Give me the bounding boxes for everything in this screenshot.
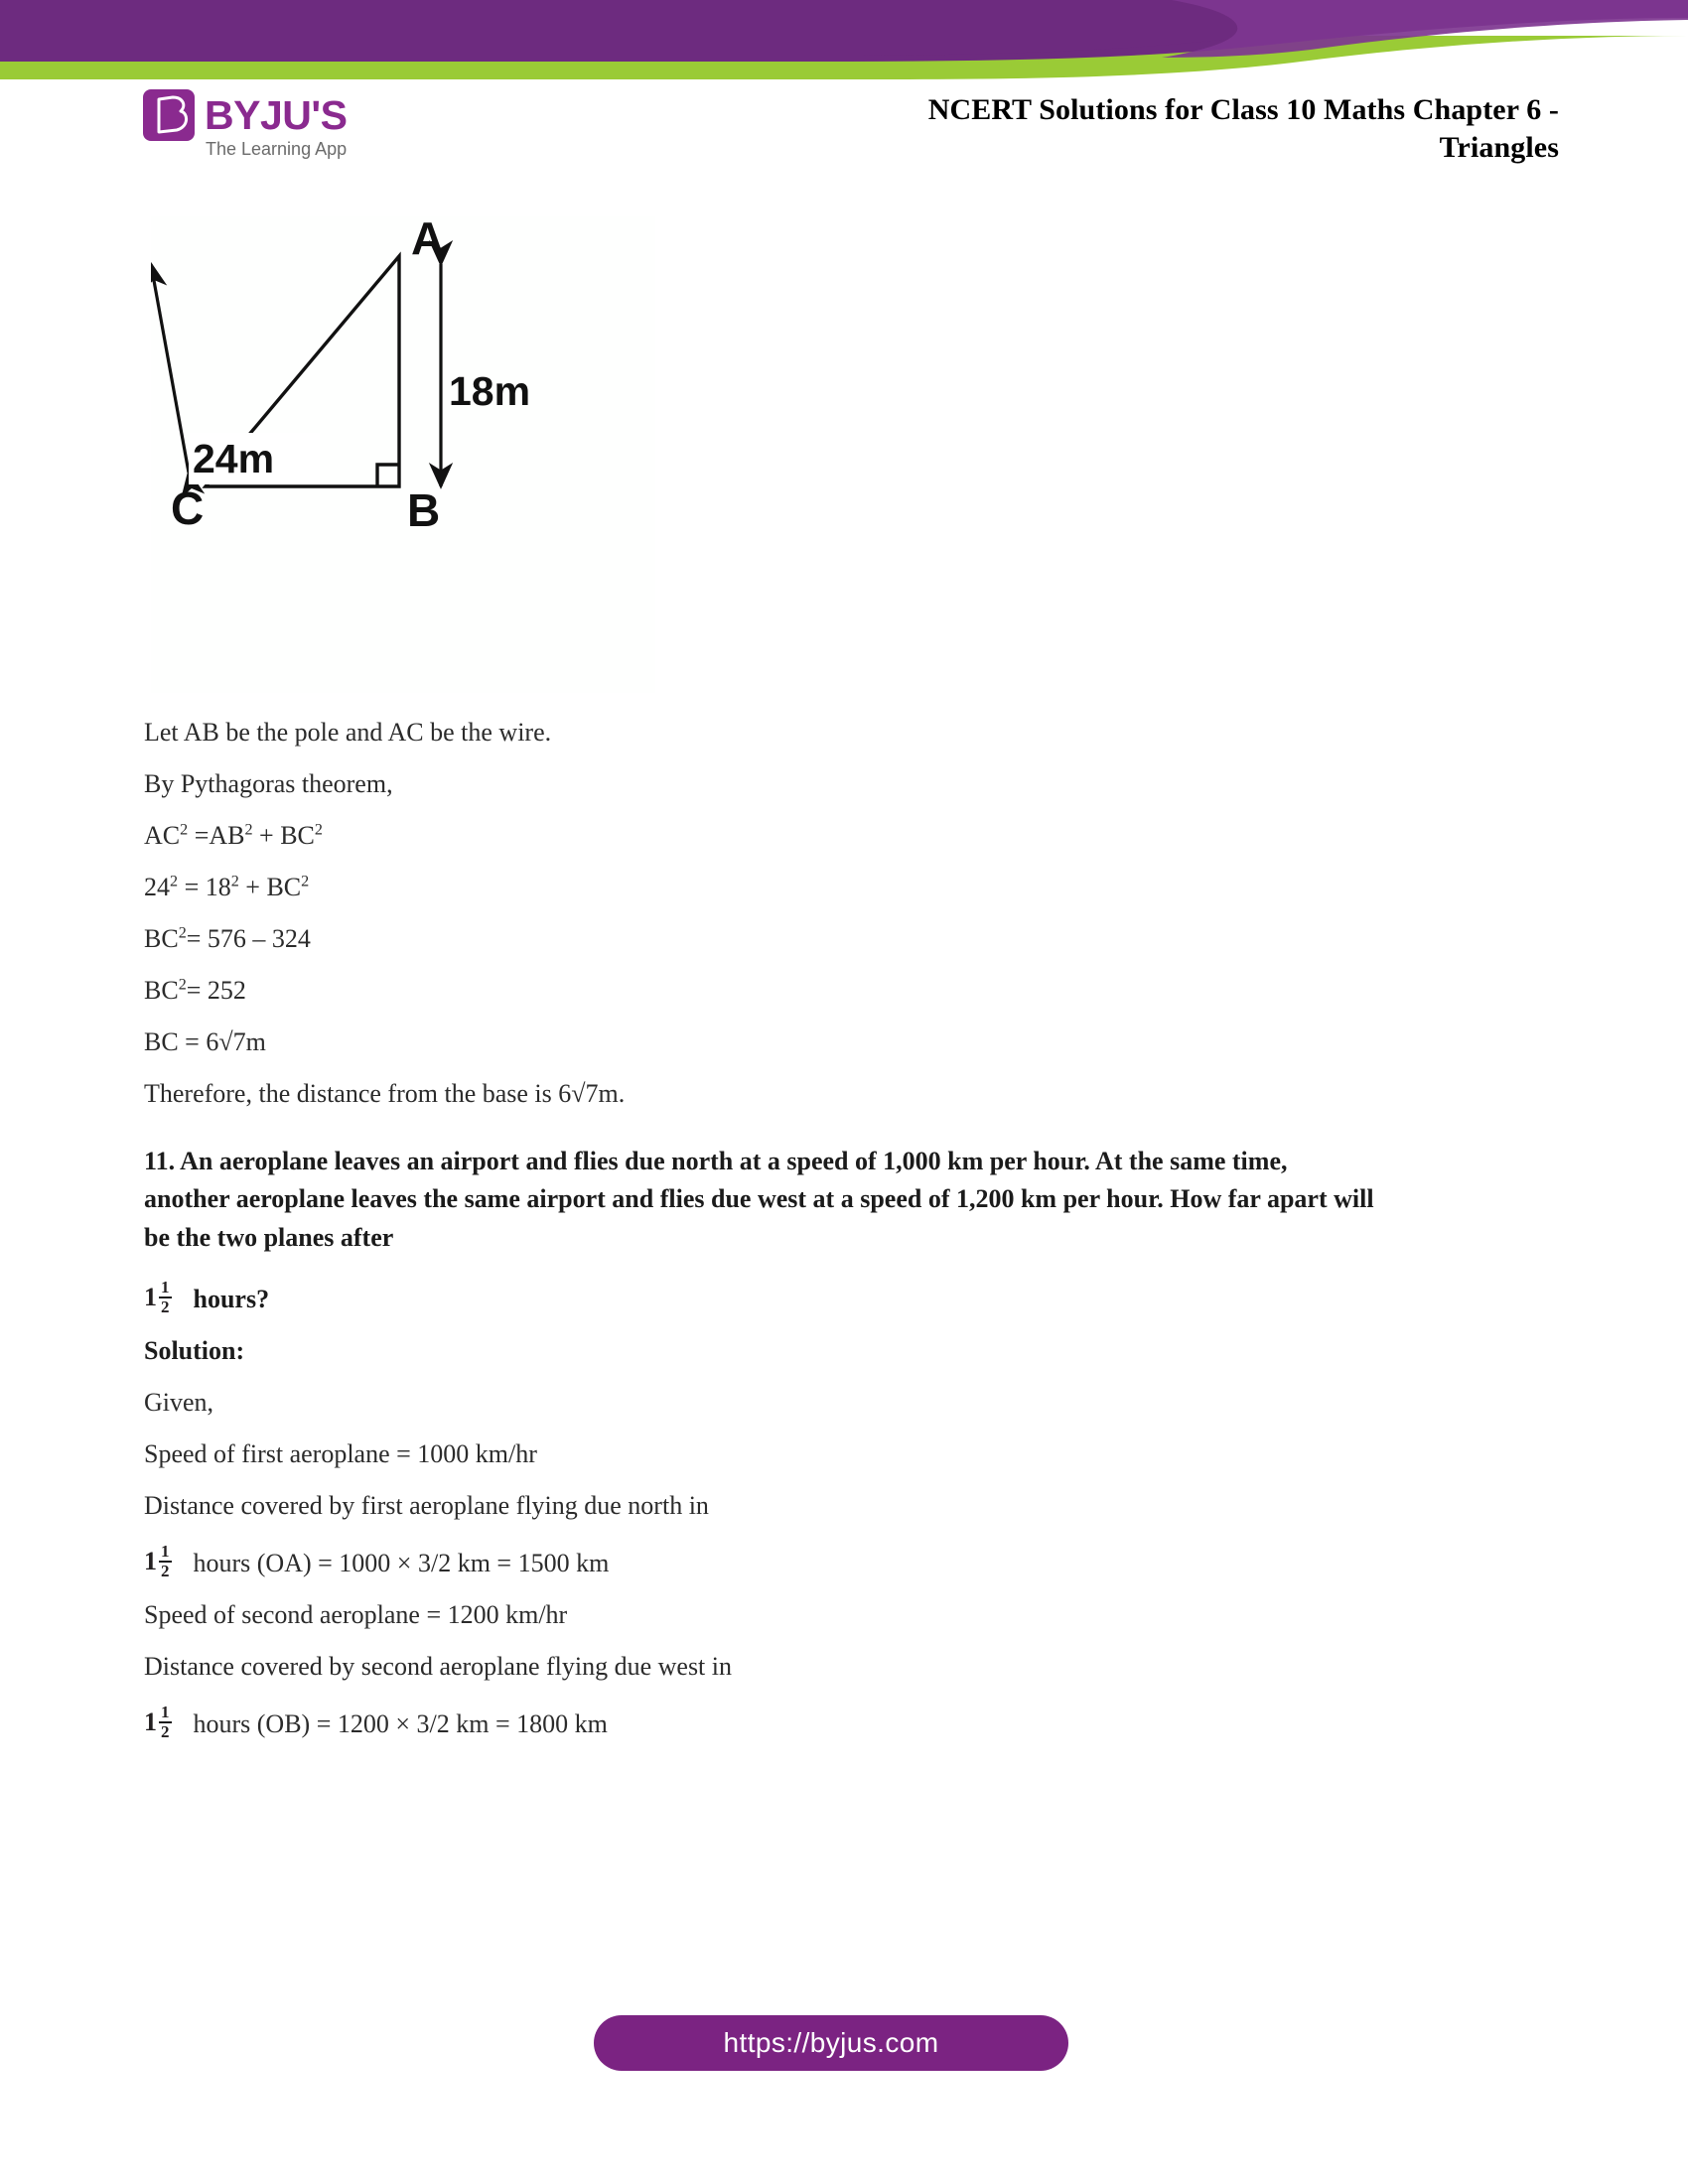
equation-24-squared: $24^2 = 18^2 + BC^2$ [144,873,310,901]
question-11-mixed-number-row [144,1255,1544,1316]
figure-label-24m: 24m [193,436,275,481]
right-angle-mark [377,465,399,486]
text-given: Given, [144,1387,214,1417]
question-11-line2: another aeroplane leaves the same airport and flies due west at a speed of 1,200 km per hour. How far apart will [144,1184,1374,1214]
eq-ac-lhs: AC [144,821,181,850]
figure-vertex-b: B [407,484,441,536]
hypotenuse-dimension-arrow [151,264,189,473]
eq-bcsub-rhs: 576 – 324 [207,924,311,953]
eq-ac-rhs-a-exp: 2 [244,821,253,839]
eq-24-lhs-exp: 2 [170,873,179,890]
page-title-line2: Triangles [1439,130,1559,164]
eq-ac-rhs-a: AB [209,821,245,850]
mixed-whole: 1 [144,1283,157,1312]
text-speed-first-aeroplane: Speed of first aeroplane = 1000 km/hr [144,1438,537,1468]
text-conclusion-distance: Therefore, the distance from the base is 6√7m. [144,1079,626,1108]
eq-bcsub-exp: 2 [178,924,187,942]
eq-24-rhs-a: 18 [205,873,231,901]
mixed-whole: 1 [144,1547,157,1576]
eq-bcval-exp: 2 [178,976,187,994]
distance-first-value: hours (OA) = 1000 × 3/2 km = 1500 km [193,1548,610,1577]
eq-ac-rhs-b-exp: 2 [314,821,323,839]
byjus-website-link[interactable]: https://byjus.com [594,2015,1068,2071]
triangle-figure [151,216,655,693]
mixed-number-one-and-half [144,1279,172,1316]
header-decorative-band [0,0,1688,89]
header-purple-accent [1162,0,1688,58]
solution-content [144,720,1544,1749]
eq-bcval-lhs: BC [144,976,179,1005]
triangle-diagram [151,216,655,693]
mixed-numerator: 1 [161,1703,170,1722]
text-distance-first-label: Distance covered by first aeroplane flying due north in [144,1490,709,1520]
question-11-line3: be the two planes after [144,1222,394,1252]
eq-bcsub-lhs: BC [144,924,179,953]
equation-bc-root: BC = 6√7m [144,1027,266,1056]
mixed-denominator: 2 [161,1562,170,1581]
eq-24-rhs-a-exp: 2 [230,873,239,890]
distance-second-value: hours (OB) = 1200 × 3/2 km = 1800 km [193,1708,608,1738]
mixed-numerator: 1 [161,1542,170,1562]
mixed-numerator: 1 [161,1278,170,1297]
distance-first-mixed-row [144,1519,1544,1580]
page-title-line1: NCERT Solutions for Class 10 Maths Chapter 6 - [927,93,1559,126]
eq-bcval-rhs: 252 [207,976,246,1005]
equation-bc-value: $BC^2= 252$ [144,976,246,1005]
figure-vertex-c: C [171,482,205,534]
byjus-logo [143,87,441,167]
text-pythagoras: By Pythagoras theorem, [144,769,393,798]
question-11-hours-label: hours? [193,1284,270,1313]
equation-ac-squared: $AC^2 =AB^2 + BC^2$ [144,821,323,850]
equation-bc-subtract: $BC^2= 576 - 324$ [144,924,311,953]
eq-24-rhs-b: BC [266,873,302,901]
mixed-whole: 1 [144,1707,157,1737]
figure-label-18m: 18m [449,368,531,414]
eq-ac-rhs-b: BC [280,821,315,850]
eq-24-rhs-b-exp: 2 [301,873,310,890]
mixed-denominator: 2 [161,1722,170,1742]
figure-vertex-a: A [411,216,445,264]
eq-ac-lhs-exp: 2 [180,821,189,839]
mixed-denominator: 2 [161,1297,170,1317]
mixed-number-one-and-half-first [144,1543,172,1580]
eq-24-lhs: 24 [144,873,170,901]
solution-heading: Solution: [144,1335,245,1365]
text-let-ab: Let AB be the pole and AC be the wire. [144,718,552,747]
mixed-fraction [159,1543,172,1580]
page-title [665,91,1559,167]
text-distance-second-label: Distance covered by second aeroplane flying due west in [144,1651,733,1681]
mixed-fraction [159,1279,172,1316]
mixed-number-one-and-half-second [144,1704,172,1741]
text-speed-second-aeroplane: Speed of second aeroplane = 1200 km/hr [144,1599,568,1629]
logo-wordmark: BYJU'S [205,92,348,138]
logo-tagline: The Learning App [206,139,348,159]
distance-second-mixed-row [144,1680,1544,1741]
question-11-line1: 11. An aeroplane leaves an airport and flies due north at a speed of 1,000 km per hour. At the same time, [144,1147,1288,1175]
mixed-fraction [159,1704,172,1741]
